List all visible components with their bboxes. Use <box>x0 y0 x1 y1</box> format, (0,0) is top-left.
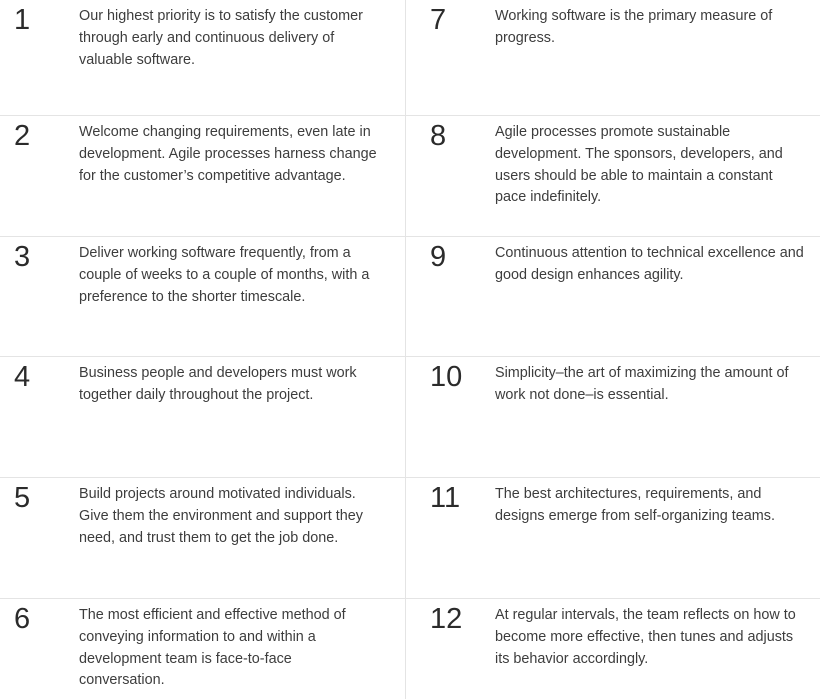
principle-text: Our highest priority is to satisfy the customer through early and continuous delivery of valuable software. <box>79 8 363 68</box>
principle-text: Build projects around motivated individuals. Give them the environment and support they need, and trust them to get the job done. <box>79 486 363 546</box>
principle-number: 10 <box>430 361 463 393</box>
principle-item <box>406 116 820 237</box>
principle-number: 9 <box>430 241 447 273</box>
principle-item <box>0 116 406 237</box>
principle-item <box>0 357 406 478</box>
principle-item <box>406 0 820 116</box>
principle-item <box>0 478 406 599</box>
principle-number: 11 <box>430 482 461 514</box>
principle-text: The most efficient and effective method of conveying information to and within a development team is face-to-face conversation. <box>79 607 346 689</box>
principle-number: 4 <box>14 361 31 393</box>
principle-item <box>0 237 406 357</box>
principle-item <box>406 599 820 699</box>
principle-item <box>406 237 820 357</box>
principle-text: Welcome changing requirements, even late in development. Agile processes harness change for the customer’s competitive advantage. <box>79 124 377 184</box>
principle-number: 7 <box>430 4 447 36</box>
principle-number: 12 <box>430 603 463 635</box>
principle-text: Agile processes promote sustainable development. The sponsors, developers, and users should be able to maintain a constant pace indefinitely. <box>495 124 783 206</box>
principle-item <box>406 357 820 478</box>
principle-text: Working software is the primary measure of progress. <box>495 8 773 46</box>
principle-number: 8 <box>430 120 447 152</box>
principle-text: Business people and developers must work together daily throughout the project. <box>79 365 357 403</box>
principle-item <box>0 599 406 699</box>
principle-item <box>0 0 406 116</box>
principle-text: The best architectures, requirements, and designs emerge from self-organizing teams. <box>495 486 775 524</box>
principle-text: Deliver working software frequently, from a couple of weeks to a couple of months, with a preference to the shorter timescale. <box>79 245 370 305</box>
principle-number: 2 <box>14 120 31 152</box>
principle-number: 3 <box>14 241 31 273</box>
principle-number: 5 <box>14 482 31 514</box>
principle-text: Continuous attention to technical excellence and good design enhances agility. <box>495 245 804 283</box>
principle-text: Simplicity–the art of maximizing the amount of work not done–is essential. <box>495 365 789 403</box>
principle-text: At regular intervals, the team reflects on how to become more effective, then tunes and adjusts its behavior accordingly. <box>495 607 796 667</box>
principle-number: 6 <box>14 603 31 635</box>
principle-item <box>406 478 820 599</box>
principle-number: 1 <box>14 4 31 36</box>
